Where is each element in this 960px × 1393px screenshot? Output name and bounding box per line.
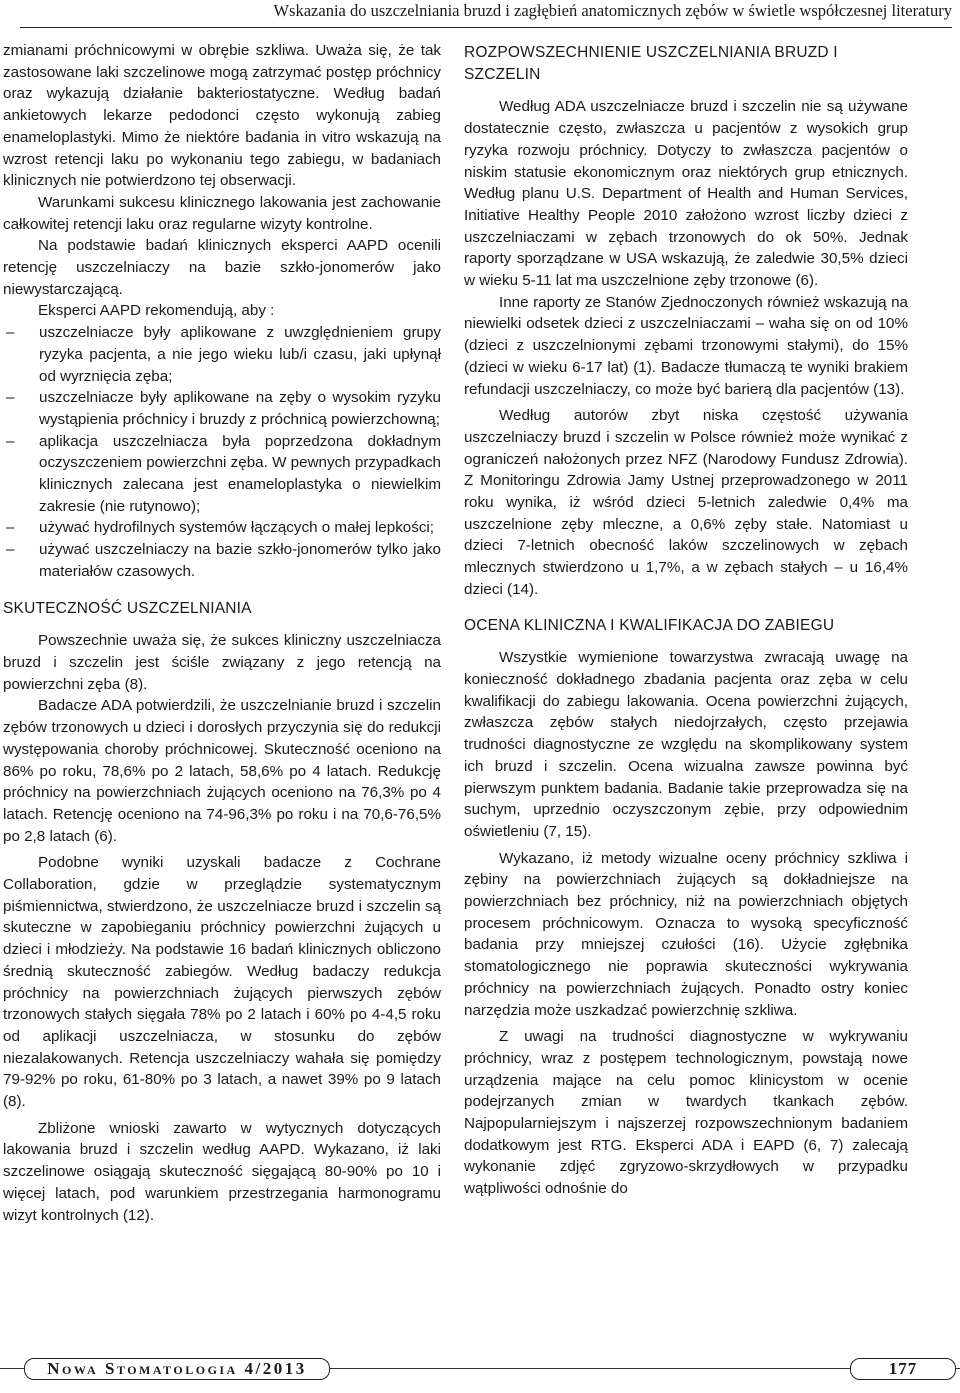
list-item: – używać hydrofilnych systemów łączących o małej lepkości;: [3, 517, 441, 539]
paragraph: Warunkami sukcesu klinicznego lakowania jest zachowanie całkowitej retencji laku oraz regularne wizyty kontrolne.: [3, 193, 441, 233]
paragraph: Zbliżone wnioski zawarto w wytycznych dotyczących lakowania bruzd i szczelin według AAPD. Wykazano, iż laki szczelinowe osiągają skuteczność sięgającą 80-90% po 10 i więcej latach, pod warunkiem przestrzegania harmonogramu wizyt kontrolnych (12).: [3, 1119, 441, 1224]
recommendations-list: [3, 322, 441, 582]
journal-title: Nowa Stomatologia 4/2013: [47, 1359, 307, 1378]
list-item: – aplikacja uszczelniacza była poprzedzona dokładnym oczyszczeniem powierzchni zęba. W pewnych przypadkach klinicznych zalecana jest enameloplastyka o niewielkim zakresie (nie rutynowo);: [3, 431, 441, 518]
paragraph: Podobne wyniki uzyskali badacze z Cochrane Collaboration, gdzie w przeglądzie systematycznym piśmiennictwa, stwierdzono, że uszczelniacze bruzd i szczelin są skuteczne w zapobieganiu próchnicy powierzchni żujących u dzieci i młodzieży. Na podstawie 16 badań klinicznych obliczono średnią skuteczność zabiegów. Według badaczy redukcja próchnicy na powierzchniach żujących pierwszych zębów trzonowych stałych sięgała 78% po 2 latach i 60% po 4-4,5 roku od aplikacji uszczelniacza, w stosunku do zębów niezalakowanych. Retencja uszczelniaczy wahała się pomiędzy 79-92% po roku, 61-80% po 3 latach, a nawet 39% po 9 latach (8).: [3, 854, 441, 1111]
section-heading: ROZPOWSZECHNIENIE USZCZELNIANIA BRUZD I SZCZELIN: [464, 44, 838, 83]
running-header: [20, 0, 952, 28]
paragraph: Badacze ADA potwierdzili, że uszczelnianie bruzd i szczelin zębów trzonowych u dzieci i dorosłych przyczynia się do redukcji występowania choroby próchnicowej. Skuteczność oceniono na 86% po roku, 78,6% po 2 latach, 58,6% po 4 latach. Redukcję próchnicy na powierzchniach żujących oceniono na 76,3% po 4 latach. Retencję oceniono na 74-96,3% po roku i na 70,6-76,5% po 2,8 latach (6).: [3, 697, 441, 845]
section-heading: SKUTECZNOŚĆ USZCZELNIANIA: [3, 599, 252, 617]
list-item: – uszczelniacze były aplikowane na zęby o wysokim ryzyku wystąpienia próchnicy i bruzdy z próchnicą powierzchowną;: [3, 387, 441, 430]
paragraph: Według autorów zbyt niska częstość używania uszczelniaczy bruzd i szczelin w Polsce również może wynikać z ograniczeń nałożonych przez NFZ (Narodowy Fundusz Zdrowia). Z Monitoringu Zdrowia Jamy Ustnej przeprowadzonego w 2011 roku wynika, iż wśród dzieci 5-letnich zaledwie 0,4% ma uszczelnione zęby mleczne, a 0,6% zęby stałe. Natomiast u dzieci 7-letnich obecność laków szczelinowych w zębach mlecznych stwierdzono u 1,7%, a w zębach stałych – u 16,4% dzieci (14).: [464, 407, 908, 598]
page-number-badge: [850, 1358, 956, 1380]
paragraph: Inne raporty ze Stanów Zjednoczonych również wskazują na niewielki odsetek dzieci z uszczelniaczami – waha się on od 10% (dzieci z uszczelnionymi zębami trzonowymi stałymi), do 15% (dzieci w wieku 6-17 lat) (1). Badacze tłumaczą te wyniki brakiem refundacji uszczelniaczy, co może być barierą dla pacjentów (13).: [464, 293, 908, 398]
paragraph: Powszechnie uważa się, że sukces kliniczny uszczelniacza bruzd i szczelin jest ściśle związany z jego retencją na powierzchni zęba (8).: [3, 632, 441, 693]
paragraph: Na podstawie badań klinicznych eksperci AAPD ocenili retencję uszczelniaczy na bazie szkło-jonomerów jako niewystarczającą.: [3, 237, 441, 298]
list-item: – używać uszczelniaczy na bazie szkło-jonomerów tylko jako materiałów czasowych.: [3, 539, 441, 582]
right-column: [464, 40, 908, 1200]
paragraph: Wszystkie wymienione towarzystwa zwracają uwagę na konieczność dokładnego zbadania pacjenta oraz zęba w celu kwalifikacji do zabiegu lakowania. Ocena powierzchni żujących, zwłaszcza zębów stałych niedojrzałych, często przejawia trudności diagnostyczne ze względu na skomplikowany system ich bruzd i szczelin. Ocena wizualna zawsze powinna być pierwszym punktem badania. Badanie takie przeprowadza się na suchym, uprzednio oczyszczonym zębie, przy odpowiednim oświetleniu (7, 15).: [464, 649, 908, 840]
list-item: – uszczelniacze były aplikowane z uwzględnieniem grupy ryzyka pacjenta, a nie jego wieku lub/i czasu, jaki upłynął od wyrznięcia zęba;: [3, 322, 441, 387]
running-title: Wskazania do uszczelniania bruzd i zagłębień anatomicznych zębów w świetle współczesnej literatury: [273, 1, 952, 20]
section-heading: OCENA KLINICZNA I KWALIFIKACJA DO ZABIEGU: [464, 616, 835, 634]
paragraph: Z uwagi na trudności diagnostyczne w wykrywaniu próchnicy, wraz z postępem technologicznym, powstają nowe urządzenia mające na celu pomoc klinicystom w ocenie podejrzanych zmian w twardych tkankach zębów. Najpopularniejszym i najszerzej rozpowszechnionym badaniem dodatkowym jest RTG. Eksperci ADA i EAPD (6, 7) zalecają wykonanie zdjęć zgryzowo-skrzydłowych w przypadku wątpliwości odnośnie do: [464, 1028, 908, 1198]
left-column: [3, 40, 441, 1226]
page-number: 177: [888, 1359, 918, 1378]
paragraph: Według ADA uszczelniacze bruzd i szczelin nie są używane dostatecznie często, zwłaszcza u pacjentów z wysokich grup ryzyka rozwoju próchnicy. Dotyczy to zwłaszcza pacjentów o niskim statusie ekonomicznym oraz niektórych grup etnicznych. Według planu U.S. Department of Health and Human Services, Initiative Healthy People 2010 założono wzrost liczby dzieci z uszczelniaczami w zębach trzonowych do ok 50%. Jednak raporty sporządzane w USA wskazują, że zaledwie 30,5% dzieci w wieku 5-11 lat ma uszczelnione zęby trzonowe (6).: [464, 98, 908, 290]
paragraph: Eksperci AAPD rekomendują, aby :: [38, 302, 275, 320]
paragraph: zmianami próchnicowymi w obrębie szkliwa. Uważa się, że tak zastosowane laki szczelinowe mogą zatrzymać postęp próchnicy oraz wykazują działanie bakteriostatyczne. Według badań ankietowych lekarze pedodonci często wykonują zabieg enameloplastyki. Mimo że niektóre badania in vitro wskazują na wzrost retencji laku po wykonaniu tego zabiegu, w badaniach klinicznych nie potwierdzono tej obserwacji.: [3, 42, 441, 190]
journal-badge: [24, 1358, 330, 1380]
paragraph: Wykazano, iż metody wizualne oceny próchnicy szkliwa i zębiny na powierzchniach żujących są dokładniejsze na powierzchniach bez próchnicy, niż na powierzchniach objętych procesem próchnicowym. Oznacza to wysoką specyficzność badania przy mniejszej czułości (16). Użycie zgłębnika stomatologicznego nie poprawia skuteczności wykrywania próchnicy na powierzchniach żujących. Ponadto ostry koniec narzędzia może uszkadzać powierzchnię szkliwa.: [464, 849, 908, 1019]
